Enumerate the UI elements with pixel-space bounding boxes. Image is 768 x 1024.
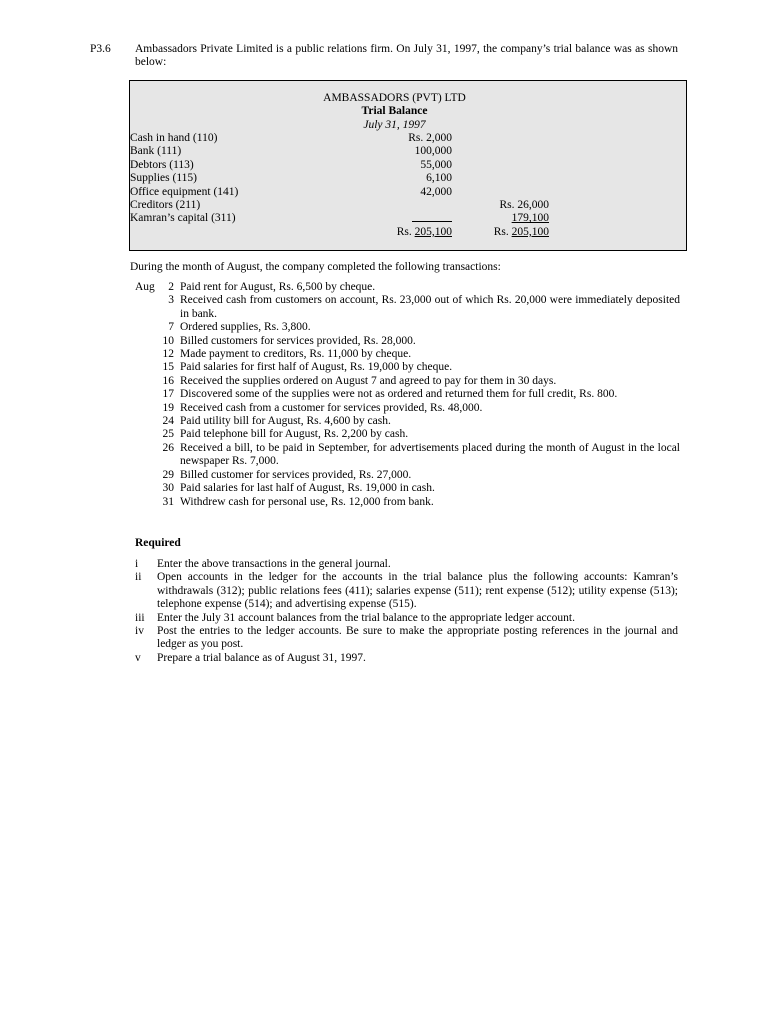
transaction-text: Paid utility bill for August, Rs. 4,600 by cash. [180,415,391,428]
transaction-month [135,402,162,415]
transaction-text: Paid telephone bill for August, Rs. 2,200 by cash. [180,428,409,441]
account-name: Bank (111) [130,145,182,158]
transaction-month [135,375,162,388]
transaction-day: 31 [162,495,174,508]
transaction-month [135,469,162,482]
transaction-day: 25 [162,428,174,441]
required-item-text: Enter the July 31 account balances from the trial balance to the appropriate ledger account. [157,611,575,624]
trial-balance-box [129,80,687,251]
debit-amount: 6,100 [426,172,452,185]
transaction-day: 16 [162,374,174,387]
transaction-text: Billed customer for services provided, Rs. 27,000. [180,468,412,481]
total-credit-prefix: Rs. [493,226,509,238]
transaction-day: 17 [162,388,174,401]
total-debit-prefix: Rs. [396,226,412,238]
transaction-day: 15 [162,361,174,374]
transaction-text: Ordered supplies, Rs. 3,800. [180,321,311,334]
transaction-day: 29 [162,468,174,481]
transaction-text: Made payment to creditors, Rs. 11,000 by cheque. [180,348,412,361]
total-credit-amount: 205,100 [511,226,549,238]
transaction-month [135,428,162,441]
transaction-text: Withdrew cash for personal use, Rs. 12,000 from bank. [180,495,434,508]
total-debit [397,226,452,239]
required-item [135,558,678,571]
debit-amount: 42,000 [420,185,452,198]
trial-balance-row [130,199,686,212]
transaction-item [135,482,680,495]
credit-amount: 179,100 [511,212,549,225]
debit-amount: 100,000 [414,145,452,158]
trial-balance-row [130,186,686,199]
account-name: Office equipment (141) [130,185,239,198]
transaction-text: Received cash from a customer for services provided, Rs. 48,000. [180,401,483,414]
transaction-item [135,428,680,441]
required-item-text: Post the entries to the ledger accounts. Be sure to make the appropriate posting references in the journal and ledger as you post. [157,625,678,651]
required-item [135,571,678,611]
problem-intro: Ambassadors Private Limited is a public relations firm. On July 31, 1997, the company’s trial balance was as shown below: [135,43,678,69]
trial-balance-row [130,132,686,145]
transaction-item [135,321,680,334]
transaction-month [135,442,162,469]
transaction-month [135,335,162,348]
transactions-intro: During the month of August, the company completed the following transactions: [130,261,501,273]
required-item-text: Prepare a trial balance as of August 31, 1997. [157,651,366,664]
transaction-item [135,294,680,321]
trial-balance-row [130,172,686,185]
trial-balance-row [130,145,686,158]
transaction-text: Received the supplies ordered on August 7 and agreed to pay for them in 30 days. [180,374,557,387]
transaction-item [135,496,680,509]
transaction-month [135,294,162,321]
transaction-month [135,388,162,401]
debit-subtotal-rule [412,221,452,222]
required-item-number: i [135,558,139,570]
total-credit [494,226,549,239]
transaction-month: Aug [135,281,155,293]
transaction-item [135,375,680,388]
transaction-item [135,348,680,361]
required-item-text: Open accounts in the ledger for the accounts in the trial balance plus the following accounts: Kamran’s withdrawals (312); public relations fees (411); salaries expense (511); rent expense (512); utility expense (513); telephone expense (514); and advertising expense (515). [157,571,678,611]
required-item-text: Enter the above transactions in the general journal. [157,558,391,570]
trial-balance-date: July 31, 1997 [363,119,426,131]
trial-balance-total-row [130,226,686,239]
debit-amount: 55,000 [420,158,452,171]
trial-balance-row [130,159,686,172]
transaction-day: 3 [168,294,174,307]
account-name: Creditors (211) [130,198,201,211]
transaction-day: 2 [168,281,174,293]
total-debit-amount: 205,100 [414,226,452,238]
account-name: Supplies (115) [130,172,197,185]
transaction-list [135,281,680,509]
transaction-month [135,496,162,509]
required-heading: Required [135,537,181,549]
trial-balance-row [130,212,686,225]
transaction-month [135,321,162,334]
transaction-day: 30 [162,482,174,495]
required-item-number: iii [135,611,145,624]
required-item [135,625,678,652]
transaction-item [135,415,680,428]
required-item-number: v [135,651,141,664]
transaction-month [135,415,162,428]
trial-balance-rows [130,132,686,226]
account-name: Cash in hand (110) [130,132,218,144]
transaction-month [135,482,162,495]
transaction-month [135,348,162,361]
account-name: Kamran’s capital (311) [130,212,236,225]
transaction-day: 10 [162,334,174,347]
transaction-text: Received cash from customers on account, Rs. 23,000 out of which Rs. 20,000 were immediately deposited in bank. [180,294,680,320]
trial-balance-title: Trial Balance [361,105,428,117]
required-item-number: iv [135,625,144,638]
transaction-day: 12 [162,348,174,361]
transaction-text: Paid rent for August, Rs. 6,500 by cheque. [180,281,376,293]
transaction-day: 26 [162,441,174,454]
required-item-number: ii [135,571,142,584]
transaction-item [135,361,680,374]
transaction-text: Paid salaries for last half of August, Rs. 19,000 in cash. [180,482,435,495]
transaction-text: Discovered some of the supplies were not as ordered and returned them for full credit, Rs. 800. [180,388,618,401]
transaction-day: 19 [162,401,174,414]
required-item [135,652,678,665]
transaction-text: Billed customers for services provided, Rs. 28,000. [180,334,416,347]
problem-number: P3.6 [90,43,111,55]
transaction-text: Received a bill, to be paid in September, for advertisements placed during the month of August in the local newspaper Rs. 7,000. [180,441,680,468]
debit-amount: Rs. 2,000 [408,132,452,144]
transaction-item [135,469,680,482]
required-item [135,612,678,625]
transaction-item [135,388,680,401]
transaction-item [135,442,680,469]
transaction-item [135,402,680,415]
company-name: AMBASSADORS (PVT) LTD [323,92,466,104]
transaction-day: 7 [168,321,174,334]
transaction-item [135,335,680,348]
required-list [135,558,678,665]
transaction-text: Paid salaries for first half of August, Rs. 19,000 by cheque. [180,361,453,374]
transaction-item [135,281,680,294]
transaction-month [135,361,162,374]
transaction-day: 24 [162,415,174,428]
account-name: Debtors (113) [130,158,194,171]
credit-amount: Rs. 26,000 [499,198,549,211]
